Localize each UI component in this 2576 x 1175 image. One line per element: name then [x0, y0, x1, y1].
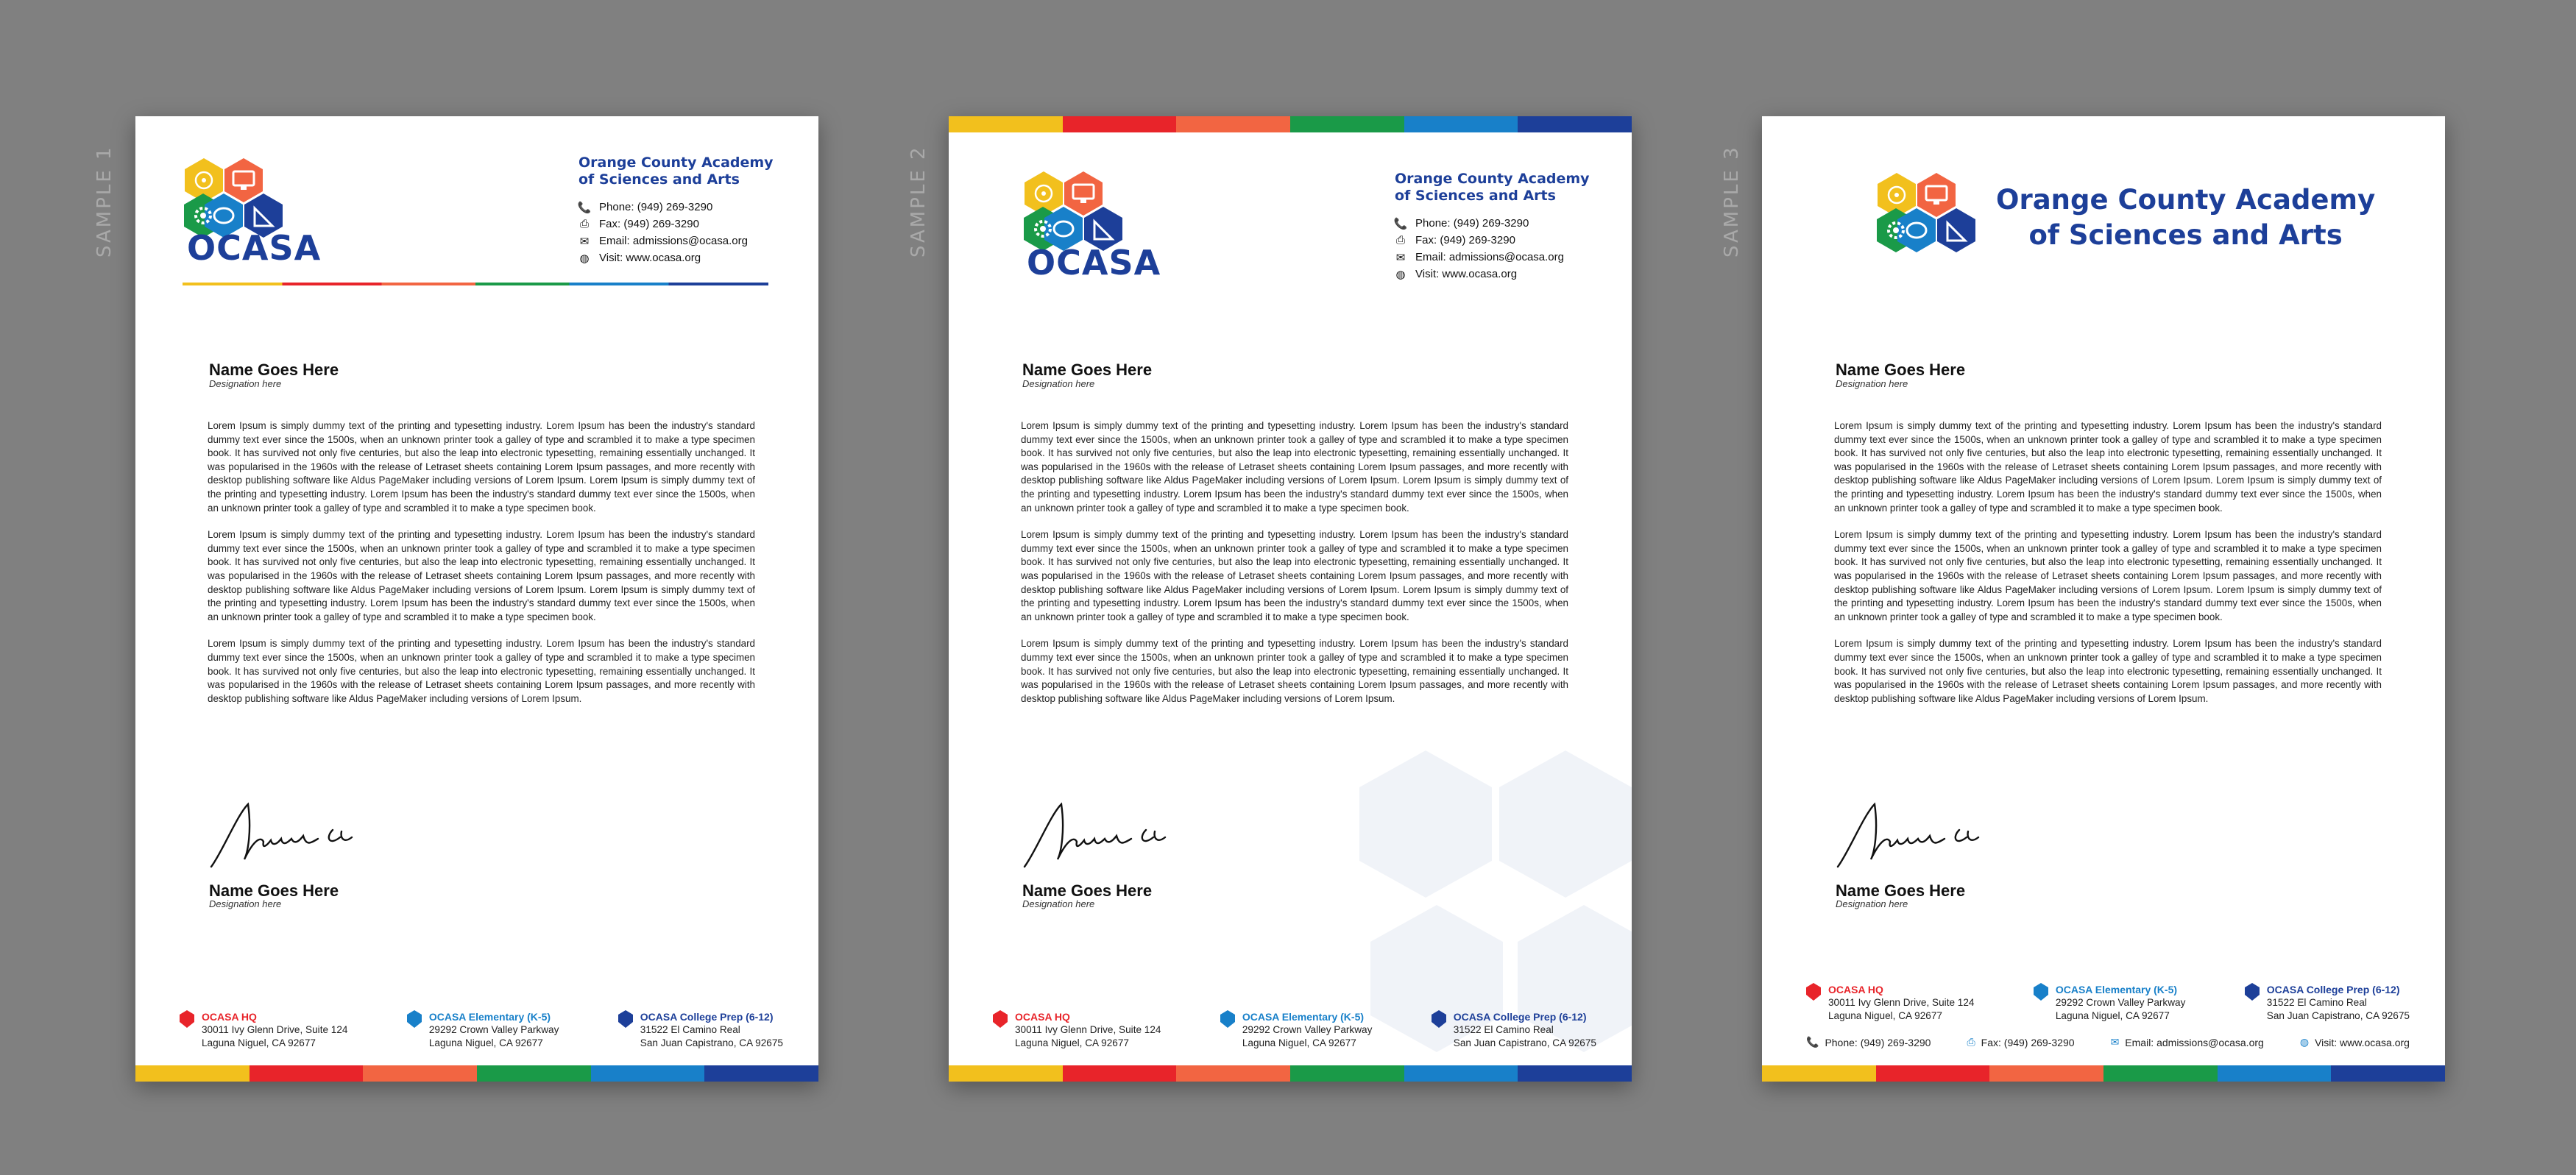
paragraph-2: Lorem Ipsum is simply dummy text of the printing and typesetting industry. Lorem Ipsum has been the industry's standard dummy text ever since the 1500s, when an unknown printer took a galley of type and scrambled it to make a type specimen book. It has survived not only five centuries, but also the leap into electronic typesetting, remaining essentially unchanged. It was popularised in the 1960s with the release of Letraset sheets containing Lorem Ipsum passages, and more recently with desktop publishing software like Aldus PageMaker including versions of Lorem Ipsum. Lorem Ipsum is simply dummy text of the printing and typesetting industry. Lorem Ipsum has been the industry's standard dummy text ever since the 1500s, when an unknown printer took a galley of type and scrambled it to make a type specimen book.	[1834, 529, 2382, 622]
contact-phone: Phone: (949) 269-3290	[599, 201, 713, 213]
contact-phone: Phone: (949) 269-3290	[1415, 217, 1529, 230]
hq-pin-icon	[1806, 983, 1821, 1001]
paragraph-3: Lorem Ipsum is simply dummy text of the printing and typesetting industry. Lorem Ipsum has been the industry's standard dummy text ever since the 1500s, when an unknown printer took a galley of type and scrambled it to make a type specimen book. It has survived not only five centuries, but also the leap into electronic typesetting, remaining essentially unchanged. It was popularised in the 1960s with the release of Letraset sheets containing Lorem Ipsum passages, and more recently with desktop publishing software like Aldus PageMaker including versions of Lorem Ipsum.	[1021, 638, 1568, 704]
fax-icon: ⎙	[1967, 1036, 1975, 1048]
college-prep-pin-icon	[2245, 983, 2260, 1001]
elementary-pin-icon	[1220, 1010, 1235, 1028]
office-hq: OCASA HQ 30011 Ivy Glenn Drive, Suite 124 Laguna Niguel, CA 92677	[1806, 983, 1974, 1023]
globe-icon: ◍	[1395, 268, 1406, 281]
org-name-large: Orange County Academy of Sciences and Arts	[1996, 184, 2376, 251]
logo-wordmark: OCASA	[1027, 243, 1161, 283]
top-color-bar	[949, 116, 1632, 132]
org-name: Orange County Academy of Sciences and Arts	[578, 155, 774, 188]
paragraph-3: Lorem Ipsum is simply dummy text of the printing and typesetting industry. Lorem Ipsum has been the industry's standard dummy text ever since the 1500s, when an unknown printer took a galley of type and scrambled it to make a type specimen book. It has survived not only five centuries, but also the leap into electronic typesetting, remaining essentially unchanged. It was popularised in the 1960s with the release of Letraset sheets containing Lorem Ipsum passages, and more recently with desktop publishing software like Aldus PageMaker including versions of Lorem Ipsum.	[208, 638, 755, 704]
paragraph-1: Lorem Ipsum is simply dummy text of the printing and typesetting industry. Lorem Ipsum has been the industry's standard dummy text ever since the 1500s, when an unknown printer took a galley of type and scrambled it to make a type specimen book. It has survived not only five centuries, but also the leap into electronic typesetting, remaining essentially unchanged. It was popularised in the 1960s with the release of Letraset sheets containing Lorem Ipsum passages, and more recently with desktop publishing software like Aldus PageMaker including versions of Lorem Ipsum. Lorem Ipsum is simply dummy text of the printing and typesetting industry. Lorem Ipsum has been the industry's standard dummy text ever since the 1500s, when an unknown printer took a galley of type and scrambled it to make a type specimen book.	[1834, 420, 2382, 514]
footer-offices	[1806, 983, 2410, 1023]
recipient-designation: Designation here	[1022, 378, 1095, 389]
contact-fax: Fax: (949) 269-3290	[1415, 234, 1515, 246]
college-prep-pin-icon	[618, 1010, 633, 1028]
footer-offices	[180, 1010, 783, 1050]
contact-email: Email: admissions@ocasa.org	[1415, 251, 1564, 263]
contact-fax: Fax: (949) 269-3290	[1981, 1036, 2075, 1048]
office-hq: OCASA HQ 30011 Ivy Glenn Drive, Suite 124 Laguna Niguel, CA 92677	[180, 1010, 347, 1050]
letter-body	[208, 419, 755, 719]
globe-icon: ◍	[2299, 1036, 2310, 1048]
paragraph-3: Lorem Ipsum is simply dummy text of the printing and typesetting industry. Lorem Ipsum has been the industry's standard dummy text ever since the 1500s, when an unknown printer took a galley of type and scrambled it to make a type specimen book. It has survived not only five centuries, but also the leap into electronic typesetting, remaining essentially unchanged. It was popularised in the 1960s with the release of Letraset sheets containing Lorem Ipsum passages, and more recently with desktop publishing software like Aldus PageMaker including versions of Lorem Ipsum.	[1834, 638, 2382, 704]
office-college-prep: OCASA College Prep (6-12) 31522 El Camino Real San Juan Capistrano, CA 92675	[1432, 1010, 1596, 1050]
email-icon: ✉	[1395, 251, 1406, 264]
contact-visit: Visit: www.ocasa.org	[2315, 1036, 2410, 1048]
recipient-name: Name Goes Here	[1022, 361, 1153, 379]
signer-name: Name Goes Here	[1836, 881, 1966, 900]
globe-icon: ◍	[579, 252, 590, 265]
contact-email: Email: admissions@ocasa.org	[599, 235, 748, 247]
signer-designation: Designation here	[1022, 898, 1095, 909]
phone-icon: 📞	[577, 201, 592, 214]
letterhead-sample-3	[1762, 116, 2445, 1082]
sample-3-label: SAMPLE 3	[1721, 145, 1743, 258]
office-college-prep: OCASA College Prep (6-12) 31522 El Camino Real San Juan Capistrano, CA 92675	[618, 1010, 783, 1050]
ocasa-logo-icon	[1871, 169, 1981, 254]
recipient-name: Name Goes Here	[209, 361, 339, 379]
sample-2-label: SAMPLE 2	[907, 145, 930, 258]
contact-visit: Visit: www.ocasa.org	[1415, 268, 1518, 280]
sample-1-label: SAMPLE 1	[93, 145, 116, 258]
footer-contact-row	[1806, 1036, 2410, 1048]
fax-icon: ⎙	[1395, 234, 1405, 246]
ocasa-logo-icon	[178, 155, 289, 239]
office-college-prep: OCASA College Prep (6-12) 31522 El Camino Real San Juan Capistrano, CA 92675	[2245, 983, 2410, 1023]
hq-pin-icon	[993, 1010, 1008, 1028]
letter-body	[1834, 419, 2382, 719]
ocasa-logo-icon	[1018, 168, 1128, 252]
contact-phone: Phone: (949) 269-3290	[1825, 1036, 1931, 1048]
footer-offices	[993, 1010, 1596, 1050]
email-icon: ✉	[579, 235, 590, 248]
paragraph-1: Lorem Ipsum is simply dummy text of the printing and typesetting industry. Lorem Ipsum has been the industry's standard dummy text ever since the 1500s, when an unknown printer took a galley of type and scrambled it to make a type specimen book. It has survived not only five centuries, but also the leap into electronic typesetting, remaining essentially unchanged. It was popularised in the 1960s with the release of Letraset sheets containing Lorem Ipsum passages, and more recently with desktop publishing software like Aldus PageMaker including versions of Lorem Ipsum. Lorem Ipsum is simply dummy text of the printing and typesetting industry. Lorem Ipsum has been the industry's standard dummy text ever since the 1500s, when an unknown printer took a galley of type and scrambled it to make a type specimen book.	[1021, 420, 1568, 514]
signature-image	[1834, 801, 1981, 874]
office-hq: OCASA HQ 30011 Ivy Glenn Drive, Suite 124 Laguna Niguel, CA 92677	[993, 1010, 1161, 1050]
office-elementary: OCASA Elementary (K-5) 29292 Crown Valley Parkway Laguna Niguel, CA 92677	[2034, 983, 2186, 1023]
elementary-pin-icon	[2034, 983, 2048, 1001]
recipient-name: Name Goes Here	[1836, 361, 1966, 379]
bottom-color-bar	[1762, 1065, 2445, 1082]
office-elementary: OCASA Elementary (K-5) 29292 Crown Valley Parkway Laguna Niguel, CA 92677	[407, 1010, 559, 1050]
hq-pin-icon	[180, 1010, 194, 1028]
phone-icon: 📞	[1806, 1036, 1819, 1048]
signer-designation: Designation here	[1836, 898, 1908, 909]
office-elementary: OCASA Elementary (K-5) 29292 Crown Valley Parkway Laguna Niguel, CA 92677	[1220, 1010, 1373, 1050]
signature-image	[208, 801, 355, 874]
signer-name: Name Goes Here	[209, 881, 339, 900]
contact-block	[1395, 171, 1590, 283]
recipient-designation: Designation here	[1836, 378, 1908, 389]
contact-fax: Fax: (949) 269-3290	[599, 218, 699, 230]
header-rule	[183, 283, 768, 285]
paragraph-2: Lorem Ipsum is simply dummy text of the printing and typesetting industry. Lorem Ipsum has been the industry's standard dummy text ever since the 1500s, when an unknown printer took a galley of type and scrambled it to make a type specimen book. It has survived not only five centuries, but also the leap into electronic typesetting, remaining essentially unchanged. It was popularised in the 1960s with the release of Letraset sheets containing Lorem Ipsum passages, and more recently with desktop publishing software like Aldus PageMaker including versions of Lorem Ipsum. Lorem Ipsum is simply dummy text of the printing and typesetting industry. Lorem Ipsum has been the industry's standard dummy text ever since the 1500s, when an unknown printer took a galley of type and scrambled it to make a type specimen book.	[208, 529, 755, 622]
fax-icon: ⎙	[579, 218, 589, 230]
letterhead-sample-1	[135, 116, 818, 1082]
letter-body	[1021, 419, 1568, 719]
recipient-designation: Designation here	[209, 378, 282, 389]
bottom-color-bar	[949, 1065, 1632, 1082]
contact-email: Email: admissions@ocasa.org	[2125, 1036, 2264, 1048]
signature-image	[1021, 801, 1168, 874]
paragraph-1: Lorem Ipsum is simply dummy text of the printing and typesetting industry. Lorem Ipsum has been the industry's standard dummy text ever since the 1500s, when an unknown printer took a galley of type and scrambled it to make a type specimen book. It has survived not only five centuries, but also the leap into electronic typesetting, remaining essentially unchanged. It was popularised in the 1960s with the release of Letraset sheets containing Lorem Ipsum passages, and more recently with desktop publishing software like Aldus PageMaker including versions of Lorem Ipsum. Lorem Ipsum is simply dummy text of the printing and typesetting industry. Lorem Ipsum has been the industry's standard dummy text ever since the 1500s, when an unknown printer took a galley of type and scrambled it to make a type specimen book.	[208, 420, 755, 514]
letterhead-sample-2	[949, 116, 1632, 1082]
college-prep-pin-icon	[1432, 1010, 1446, 1028]
contact-block	[578, 155, 774, 266]
bottom-color-bar	[135, 1065, 818, 1082]
phone-icon: 📞	[1393, 217, 1408, 230]
signer-name: Name Goes Here	[1022, 881, 1153, 900]
email-icon: ✉	[2110, 1036, 2120, 1048]
logo-wordmark: OCASA	[187, 228, 322, 268]
signer-designation: Designation here	[209, 898, 282, 909]
contact-visit: Visit: www.ocasa.org	[599, 252, 701, 264]
paragraph-2: Lorem Ipsum is simply dummy text of the printing and typesetting industry. Lorem Ipsum has been the industry's standard dummy text ever since the 1500s, when an unknown printer took a galley of type and scrambled it to make a type specimen book. It has survived not only five centuries, but also the leap into electronic typesetting, remaining essentially unchanged. It was popularised in the 1960s with the release of Letraset sheets containing Lorem Ipsum passages, and more recently with desktop publishing software like Aldus PageMaker including versions of Lorem Ipsum. Lorem Ipsum is simply dummy text of the printing and typesetting industry. Lorem Ipsum has been the industry's standard dummy text ever since the 1500s, when an unknown printer took a galley of type and scrambled it to make a type specimen book.	[1021, 529, 1568, 622]
org-name: Orange County Academy of Sciences and Arts	[1395, 171, 1590, 204]
elementary-pin-icon	[407, 1010, 422, 1028]
